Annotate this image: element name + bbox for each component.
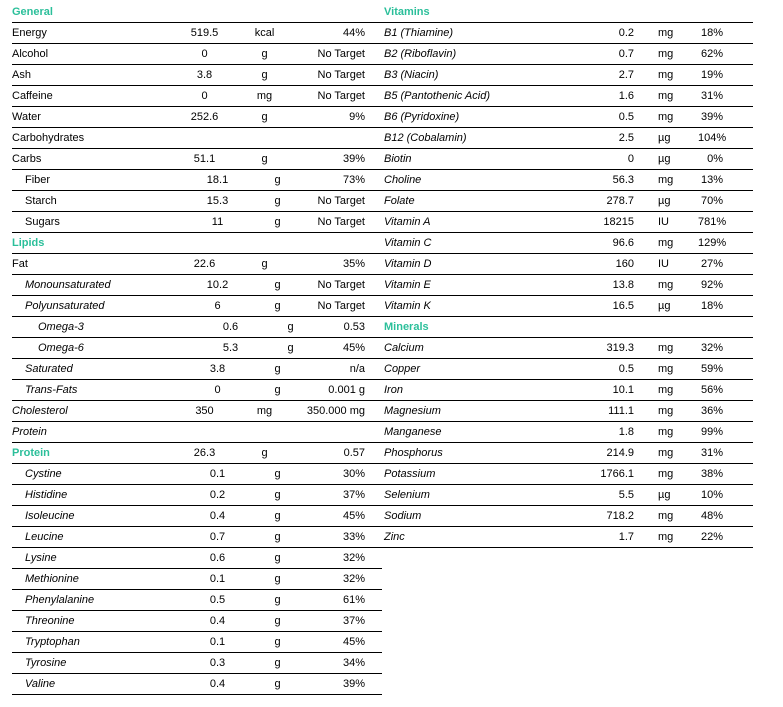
nutrient-row-alcohol [12, 44, 382, 65]
nutrient-target-percent: 59% [700, 363, 723, 375]
nutrient-name: Choline [384, 174, 422, 186]
nutrient-target-percent: 18% [700, 27, 723, 39]
nutrient-row-ash [12, 65, 382, 86]
nutrient-unit: mg [658, 426, 674, 438]
section-header-general [12, 2, 382, 23]
nutrient-target-percent: 9% [349, 111, 365, 123]
nutrient-row-carbs [12, 149, 382, 170]
nutrient-name: Protein [12, 426, 47, 438]
nutrient-target-percent: 44% [342, 27, 365, 39]
nutrient-row-water [12, 107, 382, 128]
nutrient-name: Lysine [25, 552, 57, 564]
left-nutrient-table [12, 2, 382, 695]
nutrient-row-isoleucine [12, 506, 382, 527]
nutrient-target-percent: 45% [342, 510, 365, 522]
nutrient-row-polyunsaturated [12, 296, 382, 317]
nutrient-name: Tryptophan [25, 636, 80, 648]
nutrient-unit: g [287, 321, 294, 333]
nutrient-row-carbohydrates [12, 128, 382, 149]
nutrient-row-b12-cobalamin [382, 128, 753, 149]
nutrient-amount: 3.8 [196, 69, 213, 81]
nutrient-name: Sugars [25, 216, 60, 228]
nutrient-amount: 1.6 [618, 90, 634, 102]
nutrient-unit: mg [658, 363, 674, 375]
nutrient-row-valine [12, 674, 382, 695]
nutrient-unit: µg [658, 489, 671, 501]
nutrient-name: Carbs [12, 153, 42, 165]
nutrient-amount: 111.1 [608, 405, 634, 417]
nutrient-unit: g [274, 552, 281, 564]
nutrient-unit: g [274, 510, 281, 522]
nutrient-name: Iron [384, 384, 403, 396]
nutrient-name: Folate [384, 195, 415, 207]
nutrient-name: Alcohol [12, 48, 49, 60]
nutrient-name: Isoleucine [25, 510, 75, 522]
nutrient-target-percent: No Target [317, 300, 365, 312]
nutrient-target-percent: 13% [700, 174, 723, 186]
nutrient-unit: g [274, 174, 281, 186]
nutrient-name: Omega-6 [38, 342, 84, 354]
nutrient-row-phosphorus [382, 443, 753, 464]
nutrient-target-percent: 22% [700, 531, 723, 543]
nutrient-name: General [12, 6, 53, 18]
nutrient-name: Minerals [384, 321, 429, 333]
nutrient-amount: 0.1 [209, 573, 226, 585]
nutrient-unit: mg [658, 468, 674, 480]
nutrient-name: Phenylalanine [25, 594, 95, 606]
nutrient-row-histidine [12, 485, 382, 506]
nutrient-name: Sodium [384, 510, 422, 522]
nutrient-amount: 2.7 [618, 69, 634, 81]
nutrient-row-tryptophan [12, 632, 382, 653]
nutrient-amount: 22.6 [193, 258, 216, 270]
nutrient-unit: g [274, 195, 281, 207]
nutrient-row-choline [382, 170, 753, 191]
nutrient-name: B6 (Pyridoxine) [384, 111, 460, 123]
nutrient-unit: mg [658, 384, 674, 396]
nutrient-target-percent: 30% [342, 468, 365, 480]
nutrient-target-percent: 39% [342, 678, 365, 690]
nutrient-name: B1 (Thiamine) [384, 27, 454, 39]
nutrient-name: Zinc [384, 531, 405, 543]
nutrient-target-percent: 73% [342, 174, 365, 186]
nutrient-target-percent: 35% [342, 258, 365, 270]
nutrient-amount: 160 [615, 258, 634, 270]
nutrient-unit: mg [658, 342, 674, 354]
nutrient-row-saturated [12, 359, 382, 380]
nutrient-name: Vitamin D [384, 258, 432, 270]
nutrient-amount: 2.5 [618, 132, 634, 144]
nutrient-amount: 1766.1 [600, 468, 634, 480]
nutrient-amount: 278.7 [606, 195, 634, 207]
nutrient-target-percent: 32% [342, 552, 365, 564]
nutrient-row-vitamin-c [382, 233, 753, 254]
nutrient-unit: mg [658, 48, 674, 60]
nutrient-amount: 319.3 [606, 342, 634, 354]
nutrient-row-phenylalanine [12, 590, 382, 611]
nutrient-target-percent: 0.001 g [328, 384, 365, 396]
nutrient-amount: 0.2 [209, 489, 226, 501]
nutrient-unit: mg [658, 279, 674, 291]
nutrient-unit: g [274, 279, 281, 291]
nutrient-unit: g [274, 657, 281, 669]
nutrient-unit: kcal [254, 27, 275, 39]
nutrient-row-trans-fats [12, 380, 382, 401]
nutrient-amount: 0.6 [209, 552, 226, 564]
nutrient-unit: g [261, 447, 268, 459]
nutrient-name: Leucine [25, 531, 64, 543]
nutrient-target-percent: 99% [700, 426, 723, 438]
nutrient-unit: mg [658, 531, 674, 543]
nutrient-row-b2-riboflavin [382, 44, 753, 65]
nutrient-amount: 0 [201, 48, 208, 60]
section-header-vitamins [382, 2, 753, 23]
nutrient-row-threonine [12, 611, 382, 632]
nutrient-name: Carbohydrates [12, 132, 85, 144]
nutrient-name: Phosphorus [384, 447, 443, 459]
nutrient-target-percent: 37% [342, 615, 365, 627]
nutrient-target-percent: 129% [698, 237, 727, 249]
nutrient-amount: 0 [214, 384, 221, 396]
nutrient-unit: IU [658, 258, 669, 270]
nutrient-target-percent: 350.000 mg [306, 405, 365, 417]
nutrient-target-percent: 27% [700, 258, 723, 270]
nutrient-amount: 0.1 [209, 636, 226, 648]
nutrient-unit: g [287, 342, 294, 354]
nutrient-amount: 0.4 [209, 510, 226, 522]
nutrient-unit: IU [658, 216, 669, 228]
section-header-protein [12, 443, 382, 464]
nutrient-name: Starch [25, 195, 57, 207]
nutrient-unit: g [274, 489, 281, 501]
nutrient-name: Vitamin K [384, 300, 431, 312]
nutrient-target-percent: 32% [342, 573, 365, 585]
nutrient-name: B3 (Niacin) [384, 69, 439, 81]
nutrient-name: Vitamin E [384, 279, 431, 291]
nutrient-amount: 51.1 [193, 153, 216, 165]
nutrient-amount: 10.1 [612, 384, 634, 396]
nutrient-target-percent: No Target [317, 216, 365, 228]
nutrient-unit: g [261, 48, 268, 60]
nutrient-row-fiber [12, 170, 382, 191]
nutrient-name: Fat [12, 258, 28, 270]
nutrient-amount: 6 [214, 300, 221, 312]
nutrient-name: Valine [25, 678, 56, 690]
nutrient-name: Ash [12, 69, 31, 81]
nutrient-amount: 0.5 [618, 111, 634, 123]
nutrient-name: Copper [384, 363, 421, 375]
nutrient-name: Potassium [384, 468, 436, 480]
nutrient-amount: 3.8 [209, 363, 226, 375]
nutrient-unit: mg [658, 447, 674, 459]
nutrient-amount: 1.7 [618, 531, 634, 543]
nutrient-amount: 350 [195, 405, 214, 417]
nutrient-row-omega-3 [12, 317, 382, 338]
nutrient-unit: mg [256, 90, 273, 102]
nutrient-amount: 0 [627, 153, 634, 165]
nutrient-unit: µg [658, 300, 671, 312]
nutrient-amount: 11 [211, 216, 224, 228]
nutrient-target-percent: 56% [700, 384, 723, 396]
nutrient-row-vitamin-k [382, 296, 753, 317]
nutrient-unit: mg [658, 111, 674, 123]
nutrient-unit: g [274, 300, 281, 312]
nutrient-unit: g [274, 573, 281, 585]
nutrient-target-percent: 32% [700, 342, 723, 354]
nutrient-target-percent: 45% [342, 636, 365, 648]
nutrient-name: Protein [12, 447, 50, 459]
nutrient-target-percent: 70% [700, 195, 723, 207]
nutrient-amount: 15.3 [206, 195, 229, 207]
nutrient-unit: g [274, 678, 281, 690]
nutrient-row-fat [12, 254, 382, 275]
nutrient-unit: g [274, 468, 281, 480]
nutrient-row-copper [382, 359, 753, 380]
nutrient-name: Biotin [384, 153, 412, 165]
nutrient-amount: 18215 [603, 216, 634, 228]
nutrient-target-percent: No Target [317, 195, 365, 207]
nutrient-amount: 0.3 [209, 657, 226, 669]
nutrient-amount: 56.3 [612, 174, 634, 186]
nutrient-unit: g [274, 594, 281, 606]
nutrient-amount: 0.4 [209, 678, 226, 690]
nutrient-target-percent: 61% [342, 594, 365, 606]
nutrient-name: B12 (Cobalamin) [384, 132, 467, 144]
nutrient-unit: mg [658, 90, 674, 102]
nutrient-amount: 96.6 [612, 237, 634, 249]
nutrient-row-calcium [382, 338, 753, 359]
nutrient-target-percent: 31% [700, 447, 723, 459]
nutrient-target-percent: 92% [700, 279, 723, 291]
nutrient-row-starch [12, 191, 382, 212]
nutrient-target-percent: 45% [342, 342, 365, 354]
nutrient-unit: g [261, 258, 268, 270]
nutrient-amount: 0.5 [618, 363, 634, 375]
nutrient-unit: µg [658, 195, 671, 207]
nutrient-name: Omega-3 [38, 321, 84, 333]
nutrient-unit: g [274, 531, 281, 543]
nutrient-unit: g [274, 615, 281, 627]
nutrient-name: Lipids [12, 237, 45, 249]
nutrient-amount: 0.2 [618, 27, 634, 39]
nutrient-name: Histidine [25, 489, 68, 501]
nutrient-row-caffeine [12, 86, 382, 107]
nutrient-row-b5-pantothenic-acid [382, 86, 753, 107]
nutrient-target-percent: 0.57 [343, 447, 365, 459]
nutrient-name: Caffeine [12, 90, 53, 102]
nutrient-unit: mg [256, 405, 273, 417]
nutrient-target-percent: No Target [317, 279, 365, 291]
nutrient-row-cystine [12, 464, 382, 485]
nutrient-row-manganese [382, 422, 753, 443]
nutrient-name: B2 (Riboflavin) [384, 48, 457, 60]
nutrient-target-percent: 104% [698, 132, 727, 144]
nutrient-row-magnesium [382, 401, 753, 422]
nutrient-row-sugars [12, 212, 382, 233]
nutrient-unit: µg [658, 153, 671, 165]
nutrient-row-omega-6 [12, 338, 382, 359]
nutrient-unit: mg [658, 69, 674, 81]
nutrient-amount: 13.8 [612, 279, 634, 291]
nutrient-amount: 18.1 [206, 174, 229, 186]
nutrient-row-vitamin-a [382, 212, 753, 233]
nutrient-row-selenium [382, 485, 753, 506]
nutrient-target-percent: No Target [317, 48, 365, 60]
nutrient-unit: g [274, 636, 281, 648]
nutrient-amount: 0.7 [209, 531, 226, 543]
nutrient-name: Polyunsaturated [25, 300, 105, 312]
nutrient-row-cholesterol [12, 401, 382, 422]
nutrient-name: Calcium [384, 342, 424, 354]
nutrient-name: Cholesterol [12, 405, 68, 417]
nutrient-name: Manganese [384, 426, 442, 438]
nutrient-name: Monounsaturated [25, 279, 111, 291]
nutrient-amount: 1.8 [618, 426, 634, 438]
nutrient-amount: 0.7 [618, 48, 634, 60]
right-nutrient-table [382, 2, 753, 548]
nutrient-name: Energy [12, 27, 47, 39]
nutrient-unit: mg [658, 237, 674, 249]
nutrient-target-percent: 31% [700, 90, 723, 102]
nutrient-amount: 16.5 [612, 300, 634, 312]
nutrient-amount: 5.5 [618, 489, 634, 501]
nutrient-target-percent: 48% [700, 510, 723, 522]
nutrient-amount: 0.4 [209, 615, 226, 627]
nutrient-unit: g [261, 111, 268, 123]
nutrient-target-percent: 781% [698, 216, 727, 228]
nutrient-row-biotin [382, 149, 753, 170]
nutrient-amount: 0.6 [222, 321, 239, 333]
nutrient-target-percent: 39% [700, 111, 723, 123]
nutrient-amount: 252.6 [190, 111, 219, 123]
nutrient-row-iron [382, 380, 753, 401]
nutrient-target-percent: 0% [707, 153, 723, 165]
nutrient-target-percent: 10% [700, 489, 723, 501]
nutrient-row-methionine [12, 569, 382, 590]
nutrient-amount: 214.9 [606, 447, 634, 459]
nutrient-row-energy [12, 23, 382, 44]
nutrient-row-b1-thiamine [382, 23, 753, 44]
nutrient-target-percent: 0.53 [343, 321, 365, 333]
nutrient-row-b3-niacin [382, 65, 753, 86]
nutrient-unit: mg [658, 27, 674, 39]
nutrient-amount: 718.2 [606, 510, 634, 522]
nutrient-target-percent: No Target [317, 69, 365, 81]
nutrient-row-potassium [382, 464, 753, 485]
nutrient-row-monounsaturated [12, 275, 382, 296]
nutrient-name: B5 (Pantothenic Acid) [384, 90, 490, 102]
nutrient-target-percent: 36% [700, 405, 723, 417]
nutrient-name: Threonine [25, 615, 75, 627]
nutrient-target-percent: 37% [342, 489, 365, 501]
nutrient-name: Fiber [25, 174, 51, 186]
nutrient-target-percent: No Target [317, 90, 365, 102]
nutrient-target-percent: 18% [700, 300, 723, 312]
nutrient-row-b6-pyridoxine [382, 107, 753, 128]
nutrient-target-percent: 39% [342, 153, 365, 165]
nutrient-amount: 0.1 [209, 468, 226, 480]
nutrient-target-percent: 34% [342, 657, 365, 669]
nutrient-amount: 10.2 [206, 279, 229, 291]
nutrient-name: Saturated [25, 363, 73, 375]
nutrient-unit: mg [658, 510, 674, 522]
nutrient-amount: 5.3 [222, 342, 239, 354]
nutrient-name: Vitamin C [384, 237, 432, 249]
nutrient-target-percent: n/a [349, 363, 365, 375]
nutrient-name: Tyrosine [25, 657, 67, 669]
nutrient-unit: µg [658, 132, 671, 144]
section-header-lipids [12, 233, 382, 254]
nutrient-name: Selenium [384, 489, 430, 501]
nutrient-name: Vitamins [384, 6, 430, 18]
nutrient-target-percent: 62% [700, 48, 723, 60]
nutrient-name: Cystine [25, 468, 62, 480]
nutrient-row-sodium [382, 506, 753, 527]
nutrient-unit: g [261, 153, 268, 165]
nutrient-row-protein [12, 422, 382, 443]
nutrient-name: Magnesium [384, 405, 441, 417]
nutrient-unit: g [274, 384, 281, 396]
nutrient-name: Vitamin A [384, 216, 431, 228]
nutrient-unit: mg [658, 405, 674, 417]
nutrient-amount: 0 [201, 90, 208, 102]
nutrient-target-percent: 38% [700, 468, 723, 480]
nutrient-row-tyrosine [12, 653, 382, 674]
nutrient-target-percent: 19% [700, 69, 723, 81]
nutrient-unit: g [261, 69, 268, 81]
nutrient-name: Trans-Fats [25, 384, 78, 396]
nutrient-amount: 0.5 [209, 594, 226, 606]
nutrient-unit: mg [658, 174, 674, 186]
nutrient-row-zinc [382, 527, 753, 548]
nutrient-row-lysine [12, 548, 382, 569]
nutrient-target-percent: 33% [342, 531, 365, 543]
nutrient-amount: 26.3 [193, 447, 216, 459]
section-header-minerals [382, 317, 753, 338]
nutrient-amount: 519.5 [190, 27, 219, 39]
nutrient-name: Water [12, 111, 41, 123]
nutrient-name: Methionine [25, 573, 79, 585]
nutrient-row-vitamin-d [382, 254, 753, 275]
nutrient-unit: g [274, 363, 281, 375]
nutrient-row-folate [382, 191, 753, 212]
nutrient-row-vitamin-e [382, 275, 753, 296]
nutrient-row-leucine [12, 527, 382, 548]
nutrient-unit: g [274, 216, 281, 228]
